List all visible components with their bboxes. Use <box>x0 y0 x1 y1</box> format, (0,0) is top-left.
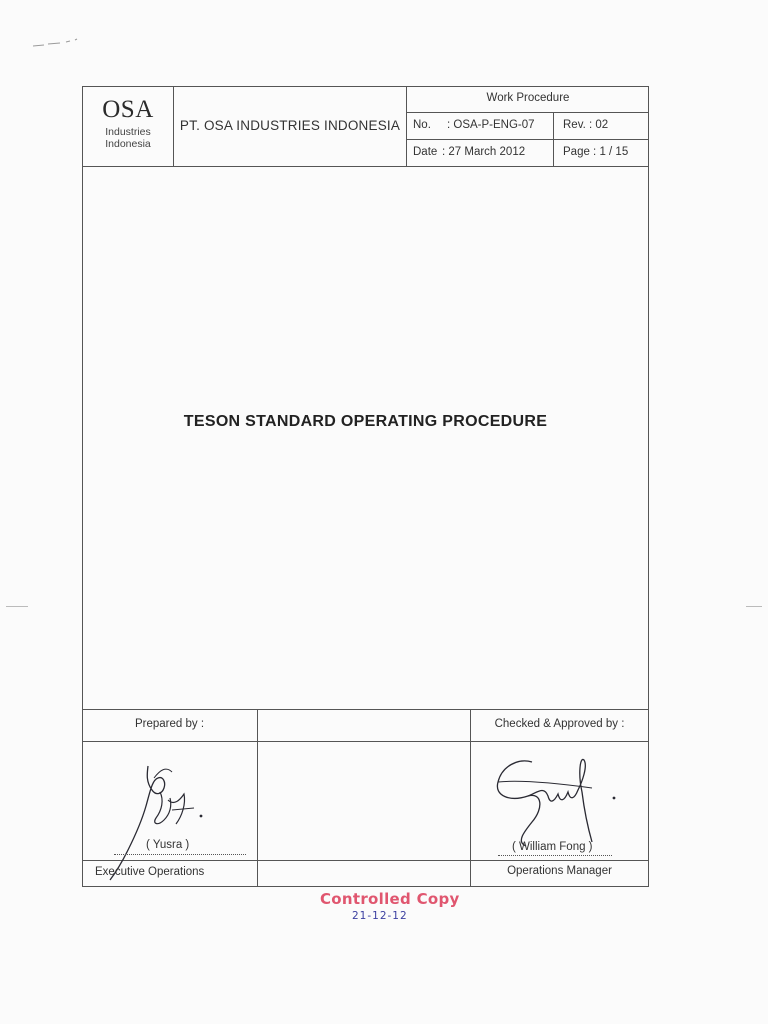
header-divider <box>406 112 649 113</box>
prepared-by-label: Prepared by : <box>134 718 205 730</box>
approver-dotted-line <box>498 855 612 856</box>
approved-by-label: Checked & Approved by : <box>494 718 625 730</box>
logo-line-2: Indonesia <box>105 138 151 150</box>
document-title: TESON STANDARD OPERATING PROCEDURE <box>183 413 548 430</box>
approver-title: Operations Manager <box>507 865 612 877</box>
signature-divider <box>82 741 649 742</box>
signature-top <box>82 709 649 710</box>
page-number: Page : 1 / 15 <box>563 146 629 158</box>
header-divider <box>553 112 554 167</box>
company-name: PT. OSA INDUSTRIES INDONESIA <box>179 118 401 133</box>
stamp-date: 21-12-12 <box>352 910 408 922</box>
preparer-title: Executive Operations <box>95 866 205 878</box>
preparer-name: ( Yusra ) <box>146 839 190 851</box>
number-label: No. <box>413 119 431 131</box>
revision: Rev. : 02 <box>563 119 609 131</box>
signature-divider <box>257 709 258 887</box>
date-label: Date <box>413 146 438 158</box>
scan-mark <box>30 36 80 52</box>
header-divider <box>406 139 649 140</box>
logo-wordmark: OSA <box>102 96 154 123</box>
number-value: : OSA-P-ENG-07 <box>447 119 535 131</box>
preparer-dotted-line <box>114 854 246 855</box>
logo-line-1: Industries <box>105 126 151 138</box>
signature-divider <box>470 709 471 887</box>
margin-mark <box>746 606 762 607</box>
approver-name: ( William Fong ) <box>512 841 593 853</box>
margin-mark <box>6 606 28 607</box>
date-value: : 27 March 2012 <box>442 146 526 158</box>
company-logo <box>86 96 170 150</box>
controlled-copy-stamp: Controlled Copy <box>320 890 460 908</box>
preparer-signature <box>100 760 210 882</box>
header-bottom <box>82 166 649 167</box>
document-type: Work Procedure <box>486 92 570 104</box>
